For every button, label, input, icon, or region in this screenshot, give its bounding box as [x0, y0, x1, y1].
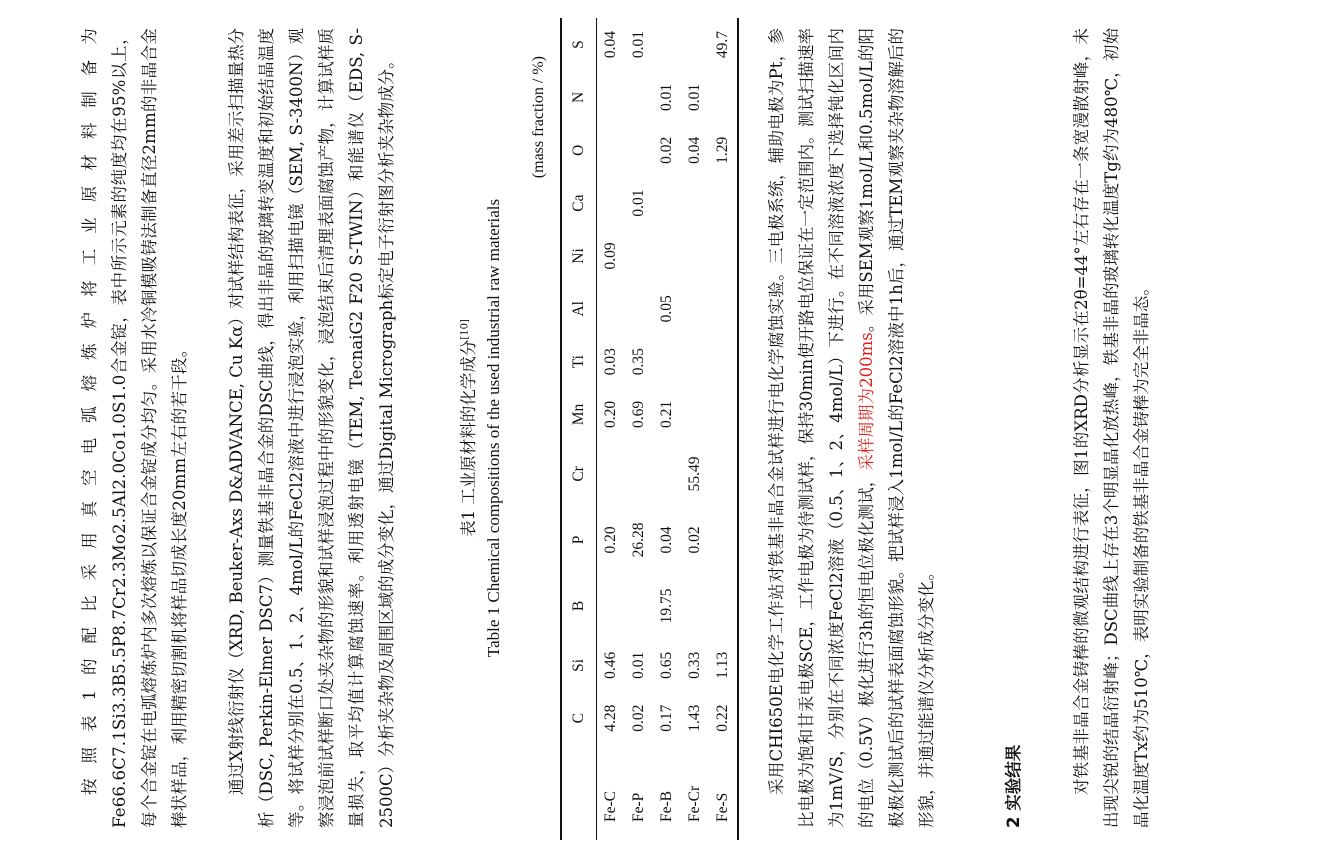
table-header-cell: C: [561, 692, 597, 745]
table-row-label: Fe-P: [630, 792, 647, 822]
table-cell: [681, 18, 709, 71]
table-cell: 55.49: [686, 456, 703, 492]
table-cell: 0.65: [658, 651, 675, 679]
table-header-cell: Cr: [561, 441, 597, 507]
table-header-cell: P: [561, 507, 597, 573]
paragraph-results: 对铁基非晶合金铸棒的微观结构进行表征，图1的XRD分析显示在2θ=44°左右存在一条宽漫散射峰，未出现尖锐的结晶衍射峰；DSC曲线上存在3个明显晶化放热峰，铁基非晶的玻璃转化温度Tg约为480℃，初始晶化温度Tx约为510℃，表明实验制备的铁基非晶合金铸棒为完全非晶态。: [1071, 28, 1151, 828]
table-cell: 0.01: [686, 83, 703, 111]
table-cell: [681, 230, 709, 283]
table-cell: [597, 124, 626, 177]
table-cell: 4.28: [602, 704, 619, 732]
table-header-cell: Ti: [561, 335, 597, 388]
table-caption-cn-text: 表1 工业原材料的化学成分: [459, 339, 478, 537]
paragraph-composition: 按照表1的配比采用真空电弧熔炼炉将工业原材料制备为Fe66.6C7.1Si3.3B5.5P8.7Cr2.3Mo2.5Al2.0Co1.0S1.0合金锭，表中所示元素的纯度均在95%以上，每个合金锭在电弧熔炼炉内多次熔炼以保证合金锭成分均匀。采用水冷铜模吸铸法制备直径2mm的非晶合金棒状样品，利用精密切割机将样品切成长度20mm左右的若干段。: [79, 28, 189, 828]
table-cell: [709, 388, 738, 441]
table-row: [653, 18, 681, 840]
table-cell: 0.03: [602, 348, 619, 376]
table-row: [625, 18, 653, 840]
paragraph-electrochemistry: [762, 28, 942, 828]
table-header-cell: [561, 745, 597, 840]
table-header-cell: O: [561, 124, 597, 177]
table-cell: [681, 573, 709, 639]
table-cell: 26.28: [630, 522, 647, 558]
table-header-cell: N: [561, 71, 597, 124]
table-cell: 0.04: [658, 526, 675, 554]
table-cell: [625, 282, 653, 335]
table-cell: 0.20: [602, 526, 619, 554]
table-header-cell: Al: [561, 282, 597, 335]
chemical-composition-table: [560, 18, 739, 840]
table-cell: [709, 573, 738, 639]
table-cell: [625, 441, 653, 507]
table-row-label: Fe-S: [709, 745, 738, 840]
table-header-cell: Mn: [561, 388, 597, 441]
table-cell: [653, 177, 681, 230]
table-row: [597, 18, 626, 840]
table-cell: [709, 335, 738, 388]
table-cell: 1.29: [709, 124, 738, 177]
table-units: (mass fraction / %): [530, 56, 547, 179]
table-cell: [597, 441, 626, 507]
table-row-label: Fe-C: [602, 791, 619, 822]
table-cell: [597, 71, 626, 124]
table-header-cell: S: [561, 18, 597, 71]
table-cell: [709, 282, 738, 335]
table-cell: [625, 124, 653, 177]
table-cell: 0.35: [630, 348, 647, 376]
table-cell: [597, 573, 626, 639]
table-caption-en: Table 1 Chemical compositions of the used industrial raw materials: [484, 198, 503, 658]
table-cell: [653, 335, 681, 388]
table-cell: [709, 507, 738, 573]
table-cell: 0.01: [630, 30, 647, 59]
table-header-cell: Ni: [561, 230, 597, 283]
table-cell: [709, 177, 738, 230]
paragraph-methods: 通过X射线衍射仪（XRD, Beuker-Axs D&ADVANCE, Cu Kα）对试样结构表征，采用差示扫描量热分析（DSC, Perkin-Elmer DSC7）测量铁基非晶合金的DSC曲线，得出非晶的玻璃转变温度和初始结晶温度等。将试样分别在0.5、1、2、4mol/L的FeCl2溶液中进行浸泡实验，利用扫描电镜（SEM, S-3400N）观察浸泡前试样断口处夹杂物的形貌和试样浸泡过程中的形貌变化，浸泡结束后清理表面腐蚀产物，计算试样质量损失，取平均值计算腐蚀速率。利用透射电镜（TEM, TecnaiG2 F20 S-TWIN）和能谱仪（EDS, S-2500C）分析夹杂物及周围区域的成分变化，通过Digital Micrograph标定电子衍射图分析夹杂物成分。: [226, 28, 396, 828]
table-cell: 0.02: [630, 704, 647, 732]
table-caption-reference: [10]: [459, 319, 471, 340]
table-cell: [625, 573, 653, 639]
table-cell: 0.02: [686, 526, 703, 554]
table-cell: [681, 388, 709, 441]
table-cell: [597, 282, 626, 335]
table-cell: [653, 230, 681, 283]
table-cell: [681, 282, 709, 335]
table-cell: [625, 71, 653, 124]
table-cell: [709, 230, 738, 283]
table-cell: 0.09: [602, 242, 619, 270]
table-cell: [653, 441, 681, 507]
table-row-label: Fe-B: [658, 791, 675, 822]
table-cell: [653, 18, 681, 71]
table-cell: 0.04: [686, 136, 703, 164]
table-cell: [681, 335, 709, 388]
paragraph-electrochemistry-part1: 采用CHI650E电化学工作站对铁基非晶合金试样进行电化学腐蚀实验。三电极系统，辅助电极为Pt，参比电极为饱和甘汞电极SCE，工作电极为待测试样，保持30min使开路电位保证在一定范围内。测试扫描速率为1mV/S，分别在不同浓度FeCl2溶液（0.5、1、2、4mol/L）下进行。在不同溶液浓度下选择钝化区间内的电位（0.5V）极化进行3h的恒电位极化测试，: [766, 28, 876, 828]
table-cell: 0.02: [658, 136, 675, 164]
table-cell: 0.46: [602, 651, 619, 679]
table-cell: [625, 230, 653, 283]
table-header-row: [561, 18, 597, 840]
table-cell: 0.04: [602, 30, 619, 59]
table-cell: 19.75: [658, 588, 675, 624]
table-header-cell: Ca: [561, 177, 597, 230]
table-cell: 0.01: [630, 189, 647, 217]
table-cell: [681, 177, 709, 230]
table-header-cell: Si: [561, 639, 597, 692]
table-cell: 0.21: [658, 400, 675, 429]
table-cell: 0.69: [630, 400, 647, 429]
section-heading: 2 实验结果: [1004, 744, 1023, 828]
table-cell: [597, 177, 626, 230]
highlighted-sampling-period: 采样周期为200ms: [856, 332, 876, 471]
table-cell: 49.7: [709, 18, 738, 71]
table-caption-cn: [455, 0, 479, 856]
table-cell: 0.01: [658, 83, 675, 111]
table-cell: 0.33: [686, 651, 703, 679]
table-row-label: Fe-Cr: [686, 785, 703, 822]
table-cell: 0.22: [709, 692, 738, 745]
table-cell: 0.01: [630, 651, 647, 679]
table-header-cell: B: [561, 573, 597, 639]
table-cell: 0.05: [658, 295, 675, 323]
table-cell: [709, 441, 738, 507]
table-cell: 1.13: [709, 639, 738, 692]
table-cell: 0.17: [658, 704, 675, 732]
table-cell: 1.43: [686, 704, 703, 732]
table-cell: 0.20: [602, 400, 619, 429]
table-row: [709, 18, 738, 840]
table-row: [681, 18, 709, 840]
table-cell: [709, 71, 738, 124]
paragraph-electrochemistry-part2: 。采用SEM观察1mol/L和0.5mol/L的阳极极化测试后的试样表面腐蚀形貌。把试样浸入1mol/L的FeCl2溶液中1h后，通过TEM观察夹杂物溶解后的形貌，并通过能谱仪分析成分变化。: [856, 27, 936, 828]
